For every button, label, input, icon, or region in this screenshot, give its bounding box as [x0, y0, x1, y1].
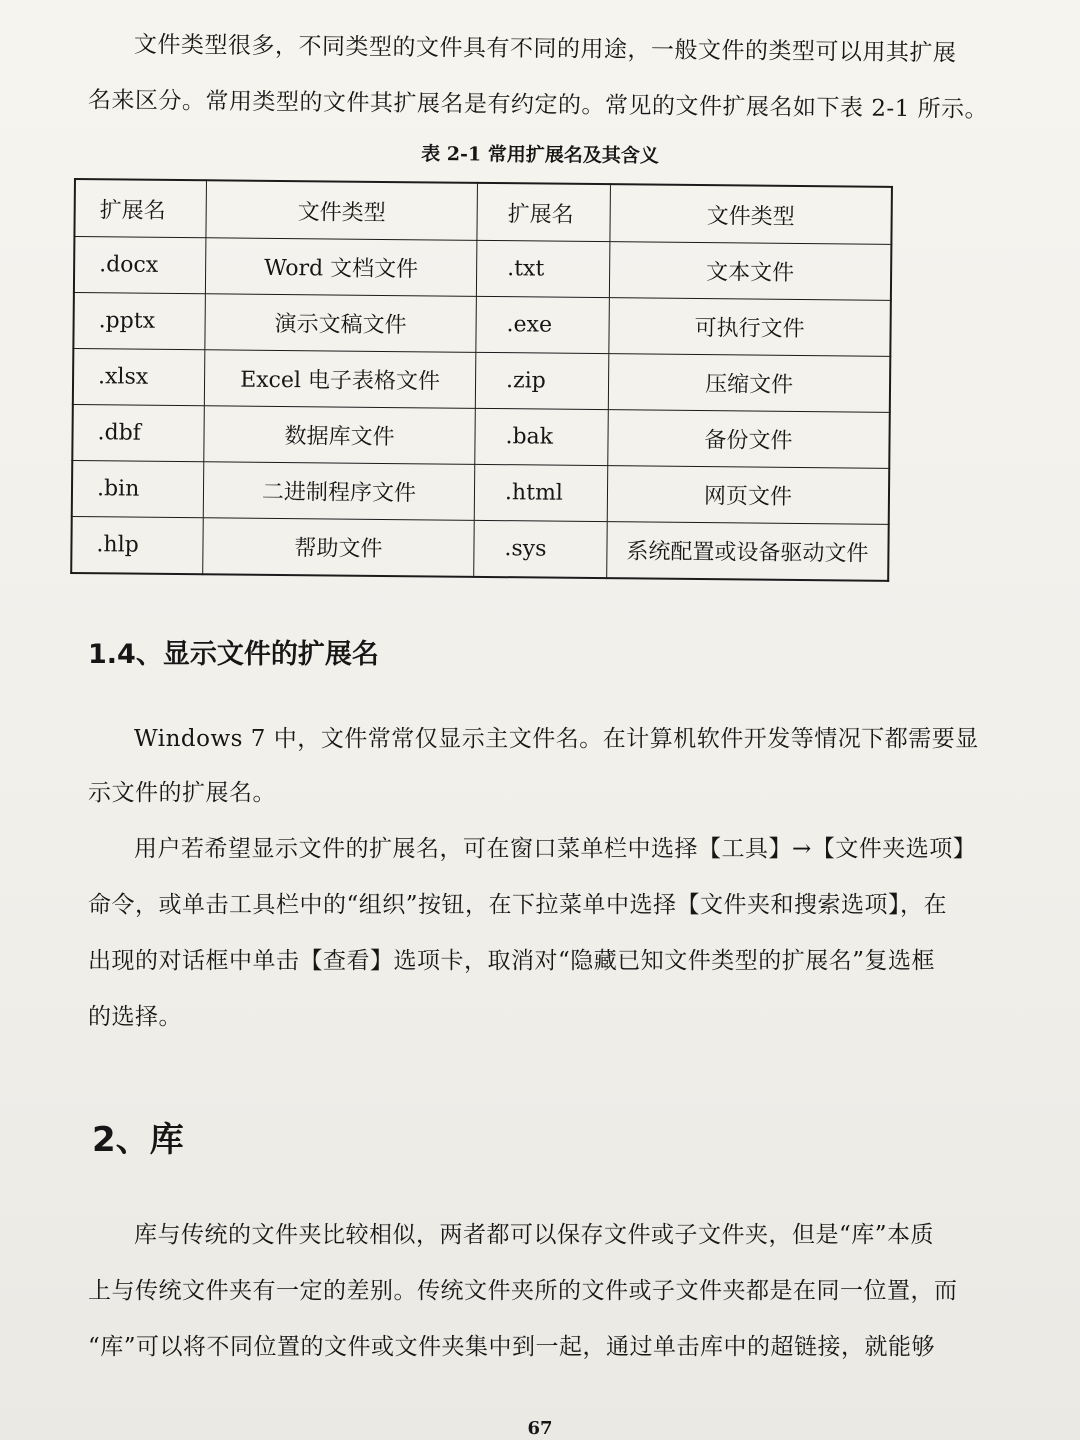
table-cell: .hlp — [71, 516, 203, 574]
table-cell: .bin — [72, 460, 204, 517]
table-cell: .xlsx — [73, 349, 205, 406]
table-cell: 备份文件 — [608, 410, 890, 469]
section-2-p1-line-2: 上与传统文件夹有一定的差别。传统文件夹所的文件或子文件夹都是在同一位置，而 — [88, 1278, 958, 1304]
section-1-4-p2-line-2: 命令，或单击工具栏中的“组织”按钮，在下拉菜单中选择【文件夹和搜索选项】，在 — [88, 892, 948, 918]
table-cell: 帮助文件 — [203, 518, 475, 577]
extension-table — [70, 178, 893, 582]
table-cell: 二进制程序文件 — [203, 462, 475, 521]
table-cell: 系统配置或设备驱动文件 — [607, 522, 889, 581]
intro-line-1: 文件类型很多，不同类型的文件具有不同的用途，一般文件的类型可以用其扩展 — [133, 31, 957, 67]
section-1-4-p1-line-1: Windows 7 中，文件常常仅显示主文件名。在计算机软件开发等情况下都需要显 — [134, 726, 979, 752]
section-1-4-p2-line-4: 的选择。 — [88, 1004, 182, 1030]
table-cell: .bak — [475, 408, 609, 465]
table-cell: 演示文稿文件 — [205, 294, 477, 353]
table-cell: .docx — [74, 237, 206, 294]
table-cell: .html — [474, 464, 608, 521]
intro-line-2: 名来区分。常用类型的文件其扩展名是有约定的。常见的文件扩展名如下表 2-1 所示。 — [87, 87, 989, 123]
section-2-p1-line-1: 库与传统的文件夹比较相似，两者都可以保存文件或子文件夹，但是“库”本质 — [134, 1222, 935, 1248]
section-2-p1-line-3: “库”可以将不同位置的文件或文件夹集中到一起，通过单击库中的超链接，就能够 — [88, 1334, 936, 1360]
section-1-4-heading: 1.4、显示文件的扩展名 — [88, 639, 379, 670]
header-extension-2: 扩展名 — [477, 183, 611, 242]
table-cell: 文本文件 — [609, 242, 891, 301]
table-cell: 可执行文件 — [609, 298, 891, 357]
table-cell: .pptx — [73, 293, 205, 350]
table-cell: Excel 电子表格文件 — [204, 350, 476, 409]
table-row — [74, 237, 891, 301]
header-extension-1: 扩展名 — [74, 179, 206, 238]
table-cell: .zip — [475, 352, 609, 409]
table-cell: .sys — [474, 520, 608, 578]
table-row — [72, 460, 889, 524]
table-cell: 数据库文件 — [204, 406, 476, 465]
section-1-4-p2-line-3: 出现的对话框中单击【查看】选项卡，取消对“隐藏已知文件类型的扩展名”复选框 — [88, 948, 936, 974]
table-row — [73, 293, 890, 357]
table-row — [72, 404, 889, 468]
table-row — [73, 349, 890, 413]
section-2-heading: 2、库 — [92, 1120, 184, 1160]
table-cell: .dbf — [72, 404, 204, 461]
table-caption: 表 2-1 常用扩展名及其含义 — [421, 142, 659, 168]
extension-table-wrapper — [70, 178, 893, 582]
table-cell: 压缩文件 — [608, 354, 890, 413]
table-cell: 网页文件 — [607, 466, 889, 525]
table-cell: .exe — [476, 296, 610, 353]
header-file-type-1: 文件类型 — [206, 180, 478, 240]
table-row — [71, 516, 889, 580]
section-1-4-p1-line-2: 示文件的扩展名。 — [88, 780, 276, 806]
table-header-row — [74, 179, 892, 244]
header-file-type-2: 文件类型 — [610, 184, 892, 244]
table-cell: Word 文档文件 — [205, 238, 477, 297]
page-number: 67 — [527, 1418, 553, 1439]
table-cell: .txt — [476, 240, 610, 297]
section-1-4-p2-line-1: 用户若希望显示文件的扩展名，可在窗口菜单栏中选择【工具】→【文件夹选项】 — [134, 836, 977, 862]
